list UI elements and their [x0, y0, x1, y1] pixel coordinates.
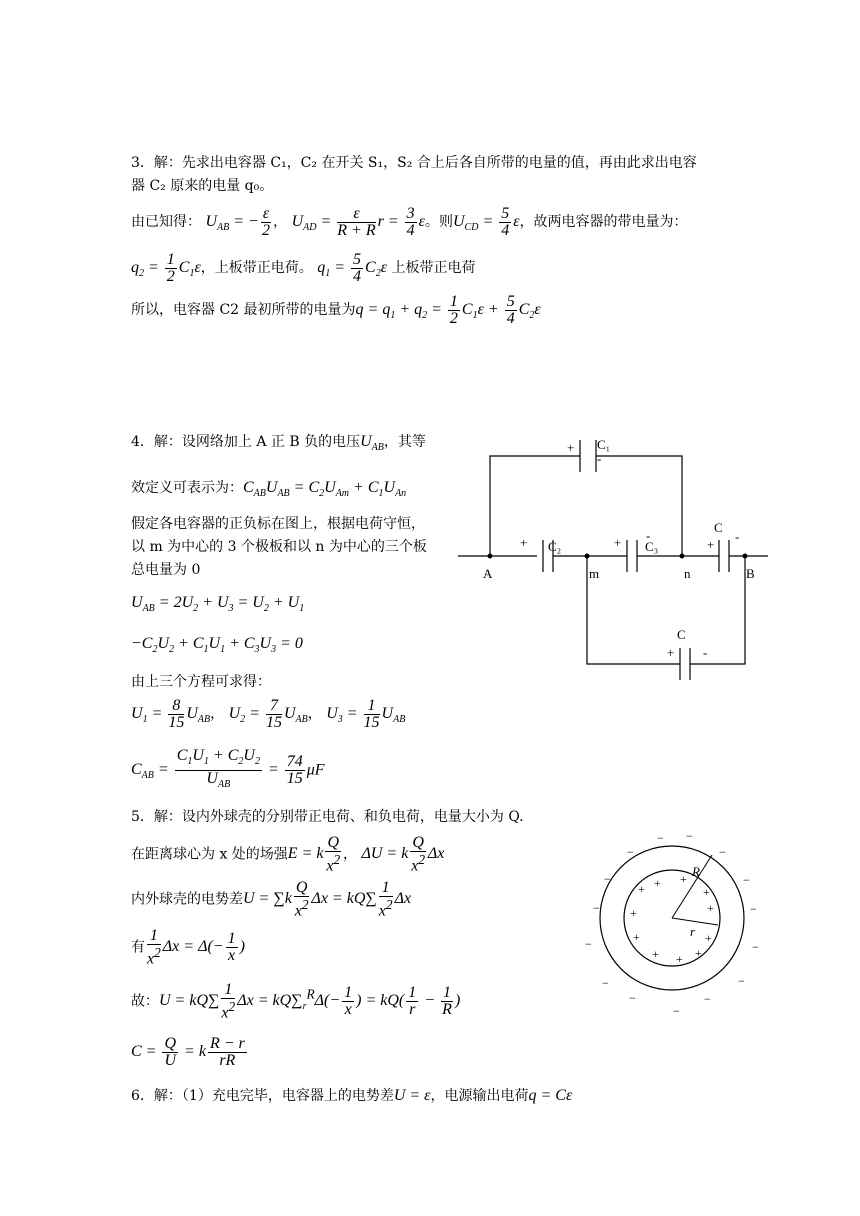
circuit-label-c-bottom: C: [677, 627, 686, 642]
svg-text:+: +: [676, 952, 683, 966]
p4-line6: 由上三个方程可求得：: [131, 674, 271, 690]
circuit-plus-c1: +: [567, 440, 575, 455]
p5-line4: 有 $\frac{1}{x^2}$ Δx = Δ(− $\frac{1}{x}$ ): [131, 927, 245, 968]
p6-line1: 6．解：（1）充电完毕，电容器上的电势差U = ε，电源输出电荷q = Cε: [131, 1087, 573, 1104]
node-m: m: [589, 566, 600, 581]
label-big-r: R: [692, 864, 700, 879]
label-small-r: r: [690, 924, 696, 939]
circuit-label-c2: C₂: [548, 539, 562, 554]
p4-line4: 以 m 为中心的 3 个极板和以 n 为中心的三个板: [131, 539, 427, 555]
p5-line6: C = $\frac{Q}{U}$ = k $\frac{R - r}{rR}$: [131, 1035, 245, 1069]
circuit-plus-cb: +: [667, 645, 675, 660]
p5-line3: 内外球壳的电势差U = ∑k $\frac{Q}{x^2}$ Δx = kQ∑ $\frac{1}{x^2}$ Δx: [131, 879, 412, 920]
svg-text:+: +: [633, 930, 640, 944]
p3-line1: 3．解：先求出电容器 C₁，C₂ 在开关 S₁，S₂ 合上后各自所带的电量的值，再由此求出电容: [131, 155, 697, 171]
p3-line3: 由已知得： $U_{AB}$ = − $\frac{\varepsilon}{2}$ ， $U_{AD}$ = $\frac{\varepsilon}{R + R}$ r = $\frac{3}{4}$ ε。则$U_{CD}$ = $\frac{5}{4}$ ε，故两电容器的带电量为：: [131, 205, 688, 239]
p4-line5: 总电量为 0: [131, 562, 201, 578]
p4-line3: 假定各电容器的正负标在图上，根据电荷守恒，: [131, 516, 425, 532]
svg-text:−: −: [593, 901, 600, 915]
circuit-plus-c: +: [707, 537, 715, 552]
circuit-label-c1: C₁: [597, 437, 611, 452]
p4-line2: 效定义可表示为：$C_{AB}U_{AB} = C_2U_{Am} + C_1U_{An}$: [131, 479, 407, 500]
p3-line4: $q_2$ = $\frac{1}{2}$ $C_1\varepsilon$，上板带正电荷。 $q_1$ = $\frac{5}{4}$ $C_2\varepsilon$ 上板带正电荷: [131, 251, 476, 285]
svg-text:−: −: [738, 974, 745, 988]
p5-line2: 在距离球心为 x 处的场强E = k $\frac{Q}{x^2}$ ， ΔU = k $\frac{Q}{x^2}$ Δx: [131, 834, 445, 875]
svg-text:−: −: [604, 872, 611, 886]
svg-text:+: +: [703, 885, 710, 899]
svg-text:+: +: [638, 882, 645, 896]
svg-text:−: −: [657, 831, 664, 845]
circuit-plus-c3: +: [614, 535, 622, 550]
circuit-label-c3: C₃: [645, 539, 659, 554]
p4-cab: $C_{AB}$ = $\frac{C_1U_1 + C_2U_2}{U_{AB}}$ = $\frac{74}{15}$ μF: [131, 747, 325, 791]
svg-text:−: −: [704, 992, 711, 1006]
node-b: B: [746, 566, 755, 581]
svg-text:+: +: [680, 872, 687, 886]
svg-text:+: +: [695, 946, 702, 960]
circuit-minus-c1: -: [597, 451, 602, 466]
svg-text:−: −: [673, 1004, 680, 1018]
p4-eq2: $-C_2U_2 + C_1U_1 + C_3U_3 = 0$: [131, 635, 303, 656]
circuit-plus-c2: +: [520, 535, 528, 550]
circuit-diagram: [455, 428, 775, 688]
svg-text:−: −: [750, 902, 757, 916]
sphere-diagram: [575, 825, 770, 1020]
svg-text:−: −: [585, 937, 592, 951]
svg-text:−: −: [602, 976, 609, 990]
circuit-minus-c3: -: [646, 528, 651, 543]
p3-line2: 器 C₂ 原来的电量 q₀。: [131, 178, 274, 194]
svg-text:+: +: [705, 931, 712, 945]
svg-text:−: −: [752, 940, 759, 954]
svg-text:+: +: [654, 876, 661, 890]
p4-line1: 4．解：设网络加上 A 正 B 负的电压$U_{AB}$，其等: [131, 433, 426, 454]
svg-text:−: −: [686, 829, 693, 843]
p5-line1: 5．解：设内外球壳的分别带正电荷、和负电荷，电量大小为 Q.: [131, 809, 524, 825]
svg-text:+: +: [707, 901, 714, 915]
svg-text:+: +: [652, 947, 659, 961]
p5-line5: 故：U = kQ∑ $\frac{1}{x^2}$ $\Delta x = kQ\sum_r^R\Delta(-$ $\frac{1}{x}$ ) = kQ( $\frac{1}{r}$ − $\frac{1}{R}$ ): [131, 981, 461, 1022]
p3-line5: 所以，电容器 C2 最初所带的电量为$q = q_1 + q_2$ = $\frac{1}{2}$ $C_1\varepsilon$ + $\frac{5}{4}$ $C_2\varepsilon$: [131, 293, 541, 327]
svg-text:−: −: [629, 991, 636, 1005]
p4-results: $U_1$ = $\frac{8}{15}$ $U_{AB}$， $U_2$ = $\frac{7}{15}$ $U_{AB}$， $U_3$ = $\frac{1}{15}$ $U_{AB}$: [131, 697, 406, 731]
svg-text:−: −: [743, 873, 750, 887]
node-a: A: [483, 566, 493, 581]
node-n: n: [684, 566, 691, 581]
circuit-label-c-top: C: [714, 520, 723, 535]
svg-text:+: +: [630, 906, 637, 920]
p4-eq1: $U_{AB} = 2U_2 + U_3 = U_2 + U_1$: [131, 594, 305, 615]
circuit-minus-c: -: [735, 529, 740, 544]
svg-text:−: −: [627, 845, 634, 859]
circuit-minus-cb: -: [703, 645, 708, 660]
svg-text:−: −: [719, 845, 726, 859]
